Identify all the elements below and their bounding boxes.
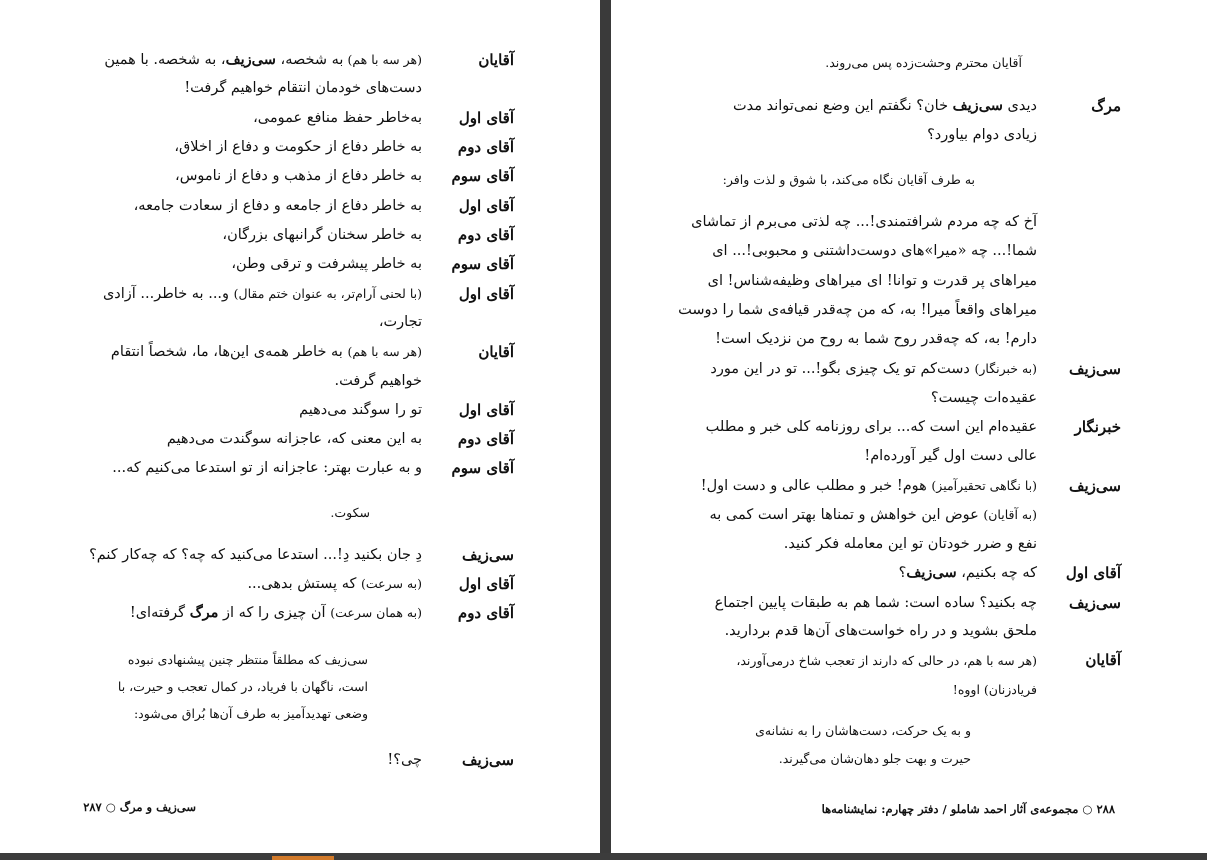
speaker-label: آقای دوم xyxy=(457,604,514,622)
dialogue-line: زیادی دوام بیاورد؟ xyxy=(927,127,1037,143)
scroll-indicator[interactable] xyxy=(272,856,334,860)
page-288 xyxy=(611,0,1207,853)
speaker-label: آقای سوم xyxy=(451,459,514,477)
dialogue-text: گرفته‌ای! xyxy=(129,605,190,621)
speaker-label: آقای سوم xyxy=(451,255,514,273)
speaker-label: سی‌زیف xyxy=(1068,594,1121,612)
dialogue-text: خان؟ نگفتم این وضع نمی‌تواند مدت xyxy=(732,98,953,114)
speaker-label: مرگ xyxy=(1091,97,1121,115)
dialogue-line: تو را سوگند می‌دهیم xyxy=(299,402,422,418)
stage-direction-line: (هر سه با هم، در حالی که دارند از تعجب شاخ درمی‌آورند، xyxy=(736,653,1037,668)
dialogue-line: دست‌های خودمان انتقام خواهیم گرفت! xyxy=(184,80,422,96)
dialogue-line: نفع و ضرر خودتان تو این معامله فکر کنید. xyxy=(783,536,1037,552)
name-emphasis: سی‌زیف xyxy=(906,564,957,581)
dialogue-line xyxy=(111,342,422,362)
dialogue-line: و به عبارت بهتر: عاجزانه از تو استدعا می‌کنیم که... xyxy=(112,460,422,476)
dialogue-text: دیدی xyxy=(1002,98,1037,114)
dialogue-line: به خاطر دفاع از مذهب و دفاع از ناموس، xyxy=(175,168,422,184)
dialogue-line xyxy=(701,476,1037,496)
stage-direction: (به همان سرعت) xyxy=(330,605,422,620)
stage-direction: (هر سه با هم) xyxy=(343,52,422,67)
dialogue-line: عالی دست اول گیر آورده‌ام! xyxy=(864,448,1037,464)
speaker-label: آقای اول xyxy=(458,109,514,127)
stage-direction-line: حیرت و بهت جلو دهان‌شان می‌گیرند. xyxy=(778,751,971,766)
dialogue-text: و... به خاطر... آزادی xyxy=(102,286,234,302)
speaker-label: آقای اول xyxy=(458,197,514,215)
dialogue-line: به خاطر پیشرفت و ترقی وطن، xyxy=(231,256,422,272)
speaker-label: آقای سوم xyxy=(451,167,514,185)
dialogue-line: میراهای پر قدرت و توانا! ای میراهای وظیفه‌شناس! ای xyxy=(707,273,1037,289)
stage-direction: (به سرعت) xyxy=(360,576,422,591)
dialogue-line xyxy=(103,284,422,304)
dialogue-line: به خاطر دفاع از حکومت و دفاع از اخلاق، xyxy=(174,139,422,155)
stage-direction: به طرف آقایان نگاه می‌کند، با شوق و لذت وافر: xyxy=(722,172,975,187)
viewer-bottom-bar xyxy=(0,853,1207,860)
dialogue-text: هوم! خبر و مطلب عالی و دست اول! xyxy=(700,478,932,494)
dialogue-line xyxy=(247,574,422,594)
stage-direction: (با لحنی آرام‌تر، به عنوان ختم مقال) xyxy=(233,286,422,301)
dialogue-line: دارم! به، که چه‌قدر روح شما به روح من نزدیک است! xyxy=(715,331,1037,347)
stage-direction: سکوت. xyxy=(330,505,370,520)
dialogue-line: به‌خاطر حفظ منافع عمومی، xyxy=(253,110,422,126)
dialogue-text: به شخصه، xyxy=(275,52,344,68)
page-gutter xyxy=(600,0,611,860)
dialogue-line: میراهای واقعاً میرا! به، که من چه‌قدر قیافه‌ی شما را دوست xyxy=(678,302,1037,318)
speaker-label: آقای اول xyxy=(458,285,514,303)
stage-direction: آقایان محترم وحشت‌زده پس می‌روند. xyxy=(825,55,1022,70)
dialogue-text: که چه بکنیم، xyxy=(956,565,1037,581)
dialogue-text: ، به شخصه. با همین xyxy=(104,52,226,68)
dialogue-line xyxy=(130,603,422,623)
speaker-label: آقای اول xyxy=(458,575,514,593)
dialogue-line: ملحق بشوید و در راه خواست‌های آن‌ها قدم بردارید. xyxy=(724,623,1037,639)
dialogue-line xyxy=(710,505,1037,525)
speaker-label: آقایان xyxy=(1085,651,1121,669)
dialogue-line: خواهیم گرفت. xyxy=(334,373,422,389)
dialogue-text: دست‌کم تو یک چیزی بگو!... تو در این مورد xyxy=(710,361,975,377)
dialogue-line: به خاطر دفاع از جامعه و دفاع از سعادت جامعه، xyxy=(133,198,422,214)
speaker-label: سی‌زیف xyxy=(461,546,514,564)
name-emphasis: سی‌زیف xyxy=(225,51,276,68)
dialogue-line: چی؟! xyxy=(387,752,422,768)
dialogue-text: عوض این خواهش و تمناها بهتر است کمی به xyxy=(709,507,984,523)
stage-direction-line: و به یک حرکت، دست‌هاشان را به نشانه‌ی xyxy=(755,723,971,738)
dialogue-line: آخ که چه مردم شرافتمندی!... چه لذتی می‌برم از تماشای xyxy=(691,214,1037,230)
stage-direction: (به آقایان) xyxy=(983,507,1037,522)
stage-direction-line: سی‌زیف که مطلقاً منتظر چنین پیشنهادی نبوده xyxy=(127,652,368,667)
stage-direction-line: وضعی تهدیدآمیز به طرف آن‌ها بُراق می‌شود: xyxy=(133,706,368,721)
dialogue-line: عقیده‌ام این است که... برای روزنامه کلی خبر و مطلب xyxy=(705,419,1037,435)
speaker-label: سی‌زیف xyxy=(1068,360,1121,378)
speaker-label: آقایان xyxy=(478,51,514,69)
stage-direction: (هر سه با هم) xyxy=(347,344,422,359)
speaker-label: آقایان xyxy=(478,343,514,361)
stage-direction-line: است، ناگهان با فریاد، در کمال تعجب و حیرت، با xyxy=(117,679,368,694)
speaker-label: آقای دوم xyxy=(457,430,514,448)
dialogue-line: چه بکنید؟ ساده است: شما هم به طبقات پایین اجتماع xyxy=(714,595,1037,611)
page-footer: سی‌زیف و مرگ ○ ۲۸۷ xyxy=(83,800,196,814)
speaker-label: آقای دوم xyxy=(457,138,514,156)
speaker-label: آقای اول xyxy=(1065,564,1121,582)
speaker-label: خبرنگار xyxy=(1074,418,1121,436)
dialogue-line: به این معنی که، عاجزانه سوگندت می‌دهیم xyxy=(166,431,422,447)
stage-direction: (به خبرنگار) xyxy=(974,361,1037,376)
page-footer: ۲۸۸ ○ مجموعه‌ی آثار احمد شاملو / دفتر چهارم: نمایشنامه‌ها xyxy=(821,802,1115,816)
dialogue-line: شما!... چه «میرا»های دوست‌داشتنی و محبوبی!... ای xyxy=(712,243,1037,259)
speaker-label: سی‌زیف xyxy=(1068,477,1121,495)
stage-direction: (با نگاهی تحقیرآمیز) xyxy=(931,478,1037,493)
dialogue-line: به خاطر سخنان گرانبهای بزرگان، xyxy=(222,227,422,243)
dialogue-text: که پستش بدهی... xyxy=(247,576,361,592)
dialogue-line xyxy=(899,563,1037,583)
dialogue-line: تجارت، xyxy=(378,314,422,330)
stage-direction-line: فریادزنان) اووه! xyxy=(952,682,1037,697)
dialogue-text: به خاطر همه‌ی این‌ها، ما، شخصاً انتقام xyxy=(110,344,348,360)
dialogue-line xyxy=(104,50,422,70)
name-emphasis: سی‌زیف xyxy=(952,97,1003,114)
dialogue-line xyxy=(710,359,1037,379)
speaker-label: آقای دوم xyxy=(457,226,514,244)
page-287 xyxy=(0,0,600,853)
speaker-label: سی‌زیف xyxy=(461,751,514,769)
dialogue-line: دِ جان بکنید دِ!... استدعا می‌کنید که چه؟ که چه‌کار کنم؟ xyxy=(89,547,422,563)
dialogue-line xyxy=(733,96,1037,116)
name-emphasis: مرگ xyxy=(189,604,219,621)
dialogue-line: عقیده‌ات چیست؟ xyxy=(930,390,1037,406)
dialogue-text: آن چیزی را که از xyxy=(218,605,331,621)
dialogue-text: ؟ xyxy=(898,565,907,581)
speaker-label: آقای اول xyxy=(458,401,514,419)
